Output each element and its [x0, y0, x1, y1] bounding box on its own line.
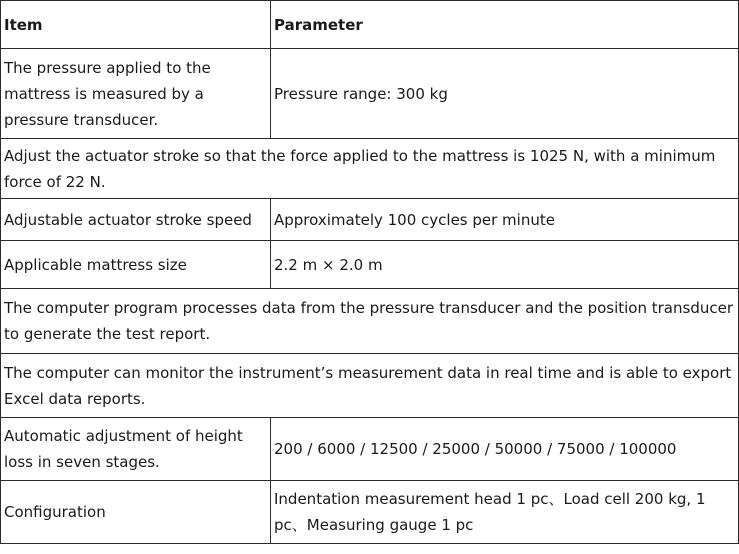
table-header-row — [1, 1, 739, 49]
header-item: Item — [1, 1, 271, 49]
table-row — [1, 49, 739, 139]
row-item: Applicable mattress size — [1, 241, 271, 289]
row-full-width-note: The computer program processes data from the pressure transducer and the position transducer to generate the test report. — [1, 289, 739, 354]
row-item: The pressure applied to the mattress is measured by a pressure transducer. — [1, 49, 271, 139]
row-full-width-note: The computer can monitor the instrument’s measurement data in real time and is able to export Excel data reports. — [1, 354, 739, 418]
table-row — [1, 199, 739, 241]
row-parameter: 200 / 6000 / 12500 / 25000 / 50000 / 75000 / 100000 — [271, 418, 739, 481]
table-row — [1, 139, 739, 199]
row-item: Configuration — [1, 481, 271, 544]
row-item: Automatic adjustment of height loss in seven stages. — [1, 418, 271, 481]
table-row — [1, 241, 739, 289]
row-parameter: Pressure range: 300 kg — [271, 49, 739, 139]
table-row — [1, 354, 739, 418]
row-item: Adjustable actuator stroke speed — [1, 199, 271, 241]
row-parameter: Approximately 100 cycles per minute — [271, 199, 739, 241]
table-row — [1, 418, 739, 481]
table-row — [1, 481, 739, 544]
row-parameter: 2.2 m × 2.0 m — [271, 241, 739, 289]
header-parameter: Parameter — [271, 1, 739, 49]
table-row — [1, 289, 739, 354]
row-parameter: Indentation measurement head 1 pc、Load cell 200 kg, 1 pc、Measuring gauge 1 pc — [271, 481, 739, 544]
row-full-width-note: Adjust the actuator stroke so that the force applied to the mattress is 1025 N, with a minimum force of 22 N. — [1, 139, 739, 199]
